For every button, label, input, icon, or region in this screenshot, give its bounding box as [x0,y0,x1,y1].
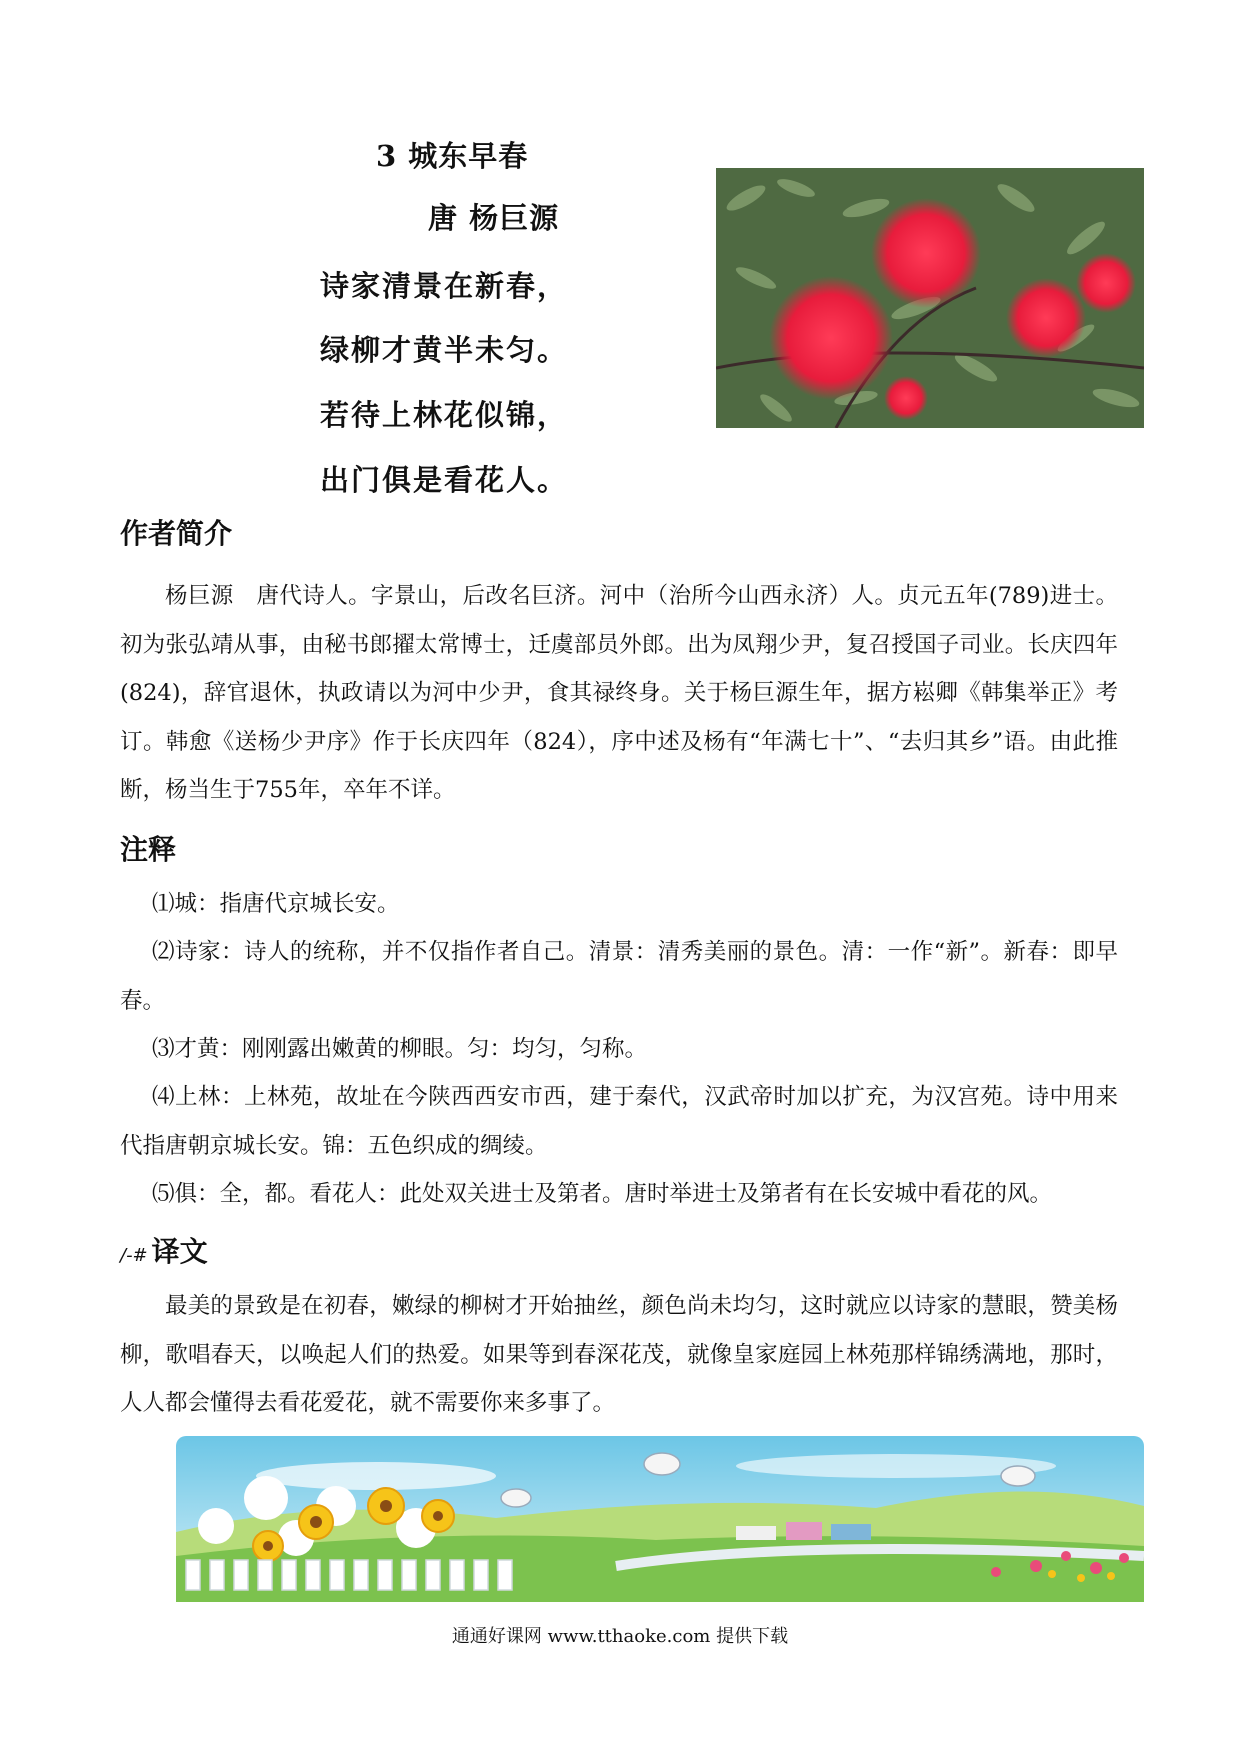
poem-line: 诗家清景在新春， [320,269,569,303]
footer-credit: 通通好课网 www.tthaoke.com 提供下载 [451,1626,789,1647]
note-text: ⑸俱：全，都。看花人：此处双关进士及第者。唐时举进士及第者有在长安城中看花的风。 [152,1181,1053,1207]
note-text: ⑷上林：上林苑，故址在今陕西西安市西，建于秦代，汉武帝时加以扩充，为汉宫苑。诗中用来代指唐朝京城长安。锦：五色织成的绸绫。 [120,1084,1118,1159]
poem-title: 3 城东早春 [376,139,529,173]
heading-translation [120,1230,208,1270]
heading-prefix: /-# [120,1245,148,1266]
heading-author: 作者简介 [120,517,233,550]
spring-landscape-banner [176,1436,1144,1602]
heading-translation-label: 译文 [151,1235,208,1268]
poem-line: 若待上林花似锦， [320,398,569,432]
author-bio: 杨巨源 唐代诗人。字景山，后改名巨济。河中（治所今山西永济）人。贞元五年(789)进士。初为张弘靖从事，由秘书郎擢太常博士，迁虞部员外郎。出为凤翔少尹，复召授国子司业。长庆四年(824)，辞官退休，执政请以为河中少尹，食其禄终身。关于杨巨源生年，据方崧卿《韩集举正》考订。韩愈《送杨少尹序》作于长庆四年（824），序中述及杨有“年满七十”、“去归其乡”语。由此推断，杨当生于755年，卒年不详。 [120,583,1118,803]
flower-photo [716,168,1144,428]
translation-text: 最美的景致是在初春，嫩绿的柳树才开始抽丝，颜色尚未均匀，这时就应以诗家的慧眼，赞美杨柳，歌唱春天，以唤起人们的热爱。如果等到春深花茂，就像皇家庭园上林苑那样锦绣满地，那时，人人都会懂得去看花爱花，就不需要你来多事了。 [120,1293,1118,1416]
note-text: ⑶才黄：刚刚露出嫩黄的柳眼。匀：均匀，匀称。 [152,1036,648,1062]
note-item [120,928,1118,1025]
note-item [120,1073,1118,1170]
note-text: ⑵诗家：诗人的统称，并不仅指作者自己。清景：清秀美丽的景色。清：一作“新”。新春：即早春。 [120,939,1118,1014]
heading-notes: 注释 [120,833,177,866]
poem-line: 绿柳才黄半未匀。 [320,333,569,367]
poem-line: 出门俱是看花人。 [320,463,569,497]
poem-author: 唐 杨巨源 [428,201,560,235]
note-item [120,880,1118,929]
note-item [120,1170,1118,1219]
note-item [120,1025,1118,1074]
note-text: ⑴城：指唐代京城长安。 [152,891,400,917]
